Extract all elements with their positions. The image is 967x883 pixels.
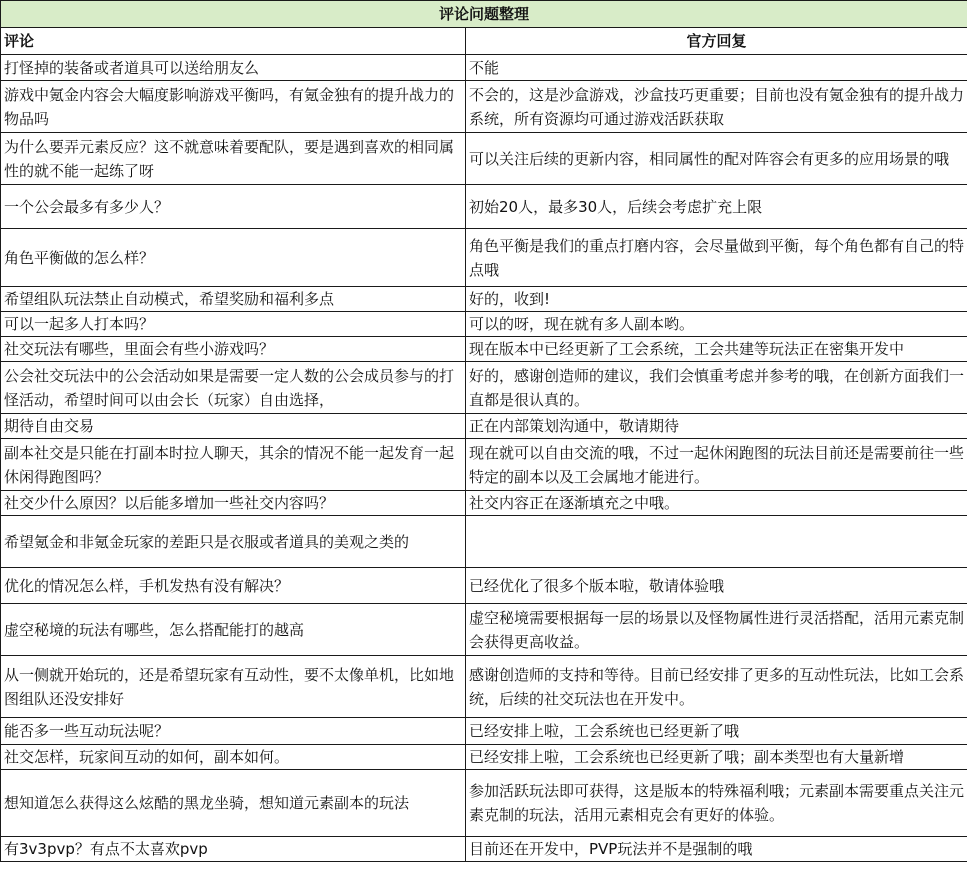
comment-cell[interactable]: 想知道怎么获得这么炫酷的黑龙坐骑，想知道元素副本的玩法 <box>1 770 466 837</box>
comment-cell[interactable]: 能否多一些互动玩法呢？ <box>1 718 466 745</box>
table-row <box>1 568 967 604</box>
reply-cell[interactable]: 可以的呀，现在就有多人副本哟。 <box>466 312 967 337</box>
table-row <box>1 55 967 81</box>
title-row <box>1 1 967 28</box>
reply-cell[interactable]: 现在就可以自由交流的哦，不过一起休闲跑图的玩法目前还是需要前往一些特定的副本以及工会属地才能进行。 <box>466 439 967 491</box>
sheet-title[interactable]: 评论问题整理 <box>1 1 967 28</box>
header-reply[interactable]: 官方回复 <box>466 28 967 55</box>
comment-cell[interactable]: 公会社交玩法中的公会活动如果是需要一定人数的公会成员参与的打怪活动，希望时间可以由会长（玩家）自由选择， <box>1 362 466 414</box>
table-row <box>1 133 967 185</box>
reply-cell[interactable]: 已经优化了很多个版本啦，敬请体验哦 <box>466 568 967 604</box>
reply-cell[interactable]: 社交内容正在逐渐填充之中哦。 <box>466 491 967 516</box>
comment-cell[interactable]: 游戏中氪金内容会大幅度影响游戏平衡吗，有氪金独有的提升战力的物品吗 <box>1 81 466 133</box>
comment-cell[interactable]: 虚空秘境的玩法有哪些，怎么搭配能打的越高 <box>1 604 466 656</box>
comment-cell[interactable]: 社交玩法有哪些，里面会有些小游戏吗？ <box>1 337 466 362</box>
table-row <box>1 604 967 656</box>
reply-cell[interactable]: 不会的，这是沙盒游戏，沙盒技巧更重要；目前也没有氪金独有的提升战力系统，所有资源均可通过游戏活跃获取 <box>466 81 967 133</box>
table-row <box>1 745 967 770</box>
reply-cell[interactable]: 可以关注后续的更新内容，相同属性的配对阵容会有更多的应用场景的哦 <box>466 133 967 185</box>
table-row <box>1 81 967 133</box>
comment-cell[interactable]: 希望氪金和非氪金玩家的差距只是衣服或者道具的美观之类的 <box>1 516 466 568</box>
reply-cell[interactable]: 参加活跃玩法即可获得，这是版本的特殊福利哦；元素副本需要重点关注元素克制的玩法，活用元素相克会有更好的体验。 <box>466 770 967 837</box>
reply-cell[interactable]: 已经安排上啦，工会系统也已经更新了哦；副本类型也有大量新增 <box>466 745 967 770</box>
comment-cell[interactable]: 有3v3pvp？有点不太喜欢pvp <box>1 837 466 862</box>
table-row <box>1 312 967 337</box>
table-row <box>1 491 967 516</box>
comment-cell[interactable]: 社交少什么原因？以后能多增加一些社交内容吗？ <box>1 491 466 516</box>
table-row <box>1 287 967 312</box>
table-row <box>1 185 967 229</box>
header-comment[interactable]: 评论 <box>1 28 466 55</box>
comment-cell[interactable]: 角色平衡做的怎么样？ <box>1 229 466 287</box>
table-row <box>1 337 967 362</box>
reply-cell[interactable]: 初始20人，最多30人，后续会考虑扩充上限 <box>466 185 967 229</box>
reply-cell[interactable]: 不能 <box>466 55 967 81</box>
reply-cell[interactable]: 现在版本中已经更新了工会系统，工会共建等玩法正在密集开发中 <box>466 337 967 362</box>
table-row <box>1 770 967 837</box>
comment-cell[interactable]: 从一侧就开始玩的，还是希望玩家有互动性，要不太像单机，比如地图组队还没安排好 <box>1 656 466 718</box>
table-row <box>1 837 967 862</box>
table-row <box>1 718 967 745</box>
reply-cell[interactable]: 感谢创造师的支持和等待。目前已经安排了更多的互动性玩法，比如工会系统，后续的社交玩法也在开发中。 <box>466 656 967 718</box>
table-row <box>1 439 967 491</box>
comment-cell[interactable]: 社交怎样，玩家间互动的如何，副本如何。 <box>1 745 466 770</box>
comment-cell[interactable]: 为什么要弄元素反应？这不就意味着要配队，要是遇到喜欢的相同属性的就不能一起练了呀 <box>1 133 466 185</box>
reply-cell[interactable]: 目前还在开发中，PVP玩法并不是强制的哦 <box>466 837 967 862</box>
header-row <box>1 28 967 55</box>
table-row <box>1 414 967 439</box>
comment-cell[interactable]: 可以一起多人打本吗？ <box>1 312 466 337</box>
table-row <box>1 362 967 414</box>
table-row <box>1 229 967 287</box>
comment-cell[interactable]: 打怪掉的装备或者道具可以送给朋友么 <box>1 55 466 81</box>
table-row <box>1 656 967 718</box>
table-row <box>1 516 967 568</box>
reply-cell[interactable]: 角色平衡是我们的重点打磨内容，会尽量做到平衡，每个角色都有自己的特点哦 <box>466 229 967 287</box>
reply-cell[interactable]: 虚空秘境需要根据每一层的场景以及怪物属性进行灵活搭配，活用元素克制会获得更高收益。 <box>466 604 967 656</box>
reply-cell[interactable]: 正在内部策划沟通中，敬请期待 <box>466 414 967 439</box>
comment-cell[interactable]: 期待自由交易 <box>1 414 466 439</box>
comment-cell[interactable]: 一个公会最多有多少人？ <box>1 185 466 229</box>
comment-cell[interactable]: 优化的情况怎么样，手机发热有没有解决？ <box>1 568 466 604</box>
reply-cell[interactable]: 好的，收到! <box>466 287 967 312</box>
reply-cell[interactable] <box>466 516 967 568</box>
reply-cell[interactable]: 好的，感谢创造师的建议，我们会慎重考虑并参考的哦，在创新方面我们一直都是很认真的。 <box>466 362 967 414</box>
comment-cell[interactable]: 希望组队玩法禁止自动模式，希望奖励和福利多点 <box>1 287 466 312</box>
reply-cell[interactable]: 已经安排上啦，工会系统也已经更新了哦 <box>466 718 967 745</box>
comment-cell[interactable]: 副本社交是只能在打副本时拉人聊天，其余的情况不能一起发育一起休闲得跑图吗？ <box>1 439 466 491</box>
